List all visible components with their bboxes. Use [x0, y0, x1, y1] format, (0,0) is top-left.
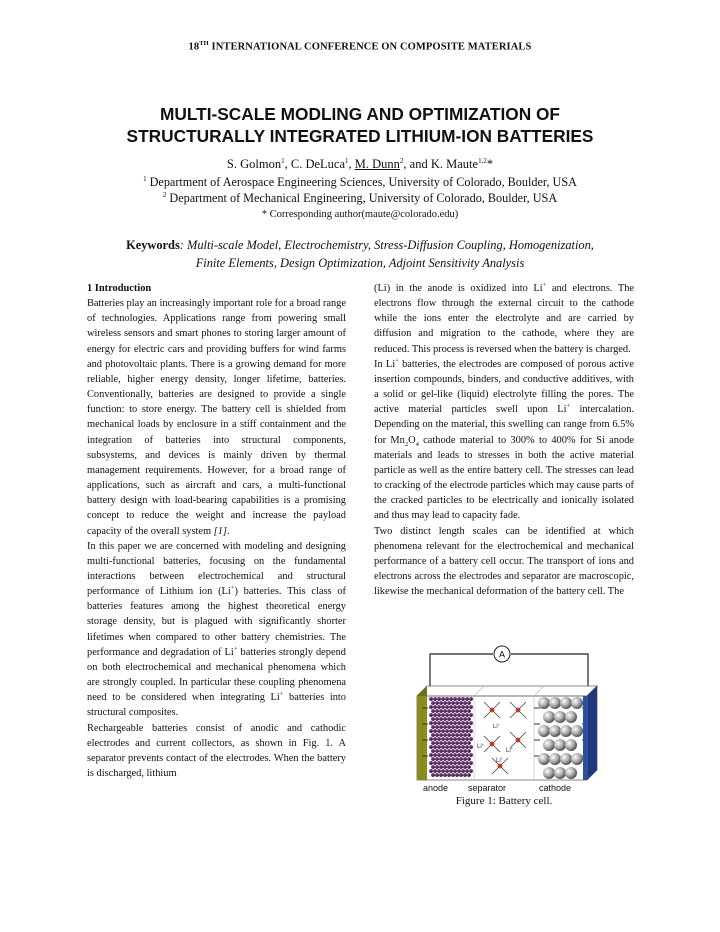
anode-particle: [453, 713, 457, 717]
anode-particle: [451, 725, 455, 729]
anode-particles: [429, 697, 473, 777]
anode-particle: [447, 717, 451, 721]
cathode-particle: [538, 725, 550, 737]
anode-particle: [455, 701, 459, 705]
anode-particle: [435, 725, 439, 729]
anode-particle: [455, 765, 459, 769]
cathode-particle: [554, 767, 566, 779]
anode-particle: [439, 717, 443, 721]
cathode-particle: [565, 767, 577, 779]
anode-particle: [441, 737, 445, 741]
anode-particle: [469, 737, 473, 741]
anode-particle: [435, 717, 439, 721]
anode-particle: [443, 701, 447, 705]
anode-particle: [447, 757, 451, 761]
anode-particle: [445, 729, 449, 733]
paragraph: (Li) in the anode is oxidized into Li+ and electrons. The electrons flow through the external circuit to the cathode while the ions enter the electrolyte and are carried by diffusion and migration to the cathode, where they are reduced. This process is reversed when the battery is charged.: [374, 281, 635, 355]
anode-particle: [429, 697, 433, 701]
cathode-collector: [583, 686, 597, 780]
anode-particle: [463, 765, 467, 769]
anode-particle: [449, 729, 453, 733]
anode-particle: [429, 729, 433, 733]
anode-particle: [461, 769, 465, 773]
anode-particle: [463, 733, 467, 737]
anode-particle: [445, 721, 449, 725]
anode-particle: [467, 733, 471, 737]
anode-particle: [455, 725, 459, 729]
anode-particle: [453, 753, 457, 757]
cathode-particle: [543, 767, 555, 779]
anode-particle: [431, 701, 435, 705]
anode-particle: [465, 729, 469, 733]
anode-particle: [457, 713, 461, 717]
anode-particle: [453, 761, 457, 765]
anode-particle: [457, 697, 461, 701]
anode-particle: [445, 697, 449, 701]
anode-particle: [455, 717, 459, 721]
battery-cell-figure: [402, 640, 612, 795]
conference-header: 18TH INTERNATIONAL CONFERENCE ON COMPOSITE MATERIALS: [188, 40, 532, 53]
anode-particle: [431, 725, 435, 729]
anode-particle: [443, 717, 447, 721]
anode-particle: [431, 773, 435, 777]
anode-particle: [455, 749, 459, 753]
anode-particle: [461, 753, 465, 757]
anode-particle: [451, 749, 455, 753]
anode-particle: [435, 733, 439, 737]
anode-particle: [467, 749, 471, 753]
right-column: [374, 281, 634, 599]
anode-particle: [469, 721, 473, 725]
anode-particle: [431, 749, 435, 753]
anode-particle: [437, 713, 441, 717]
anode-particle: [443, 757, 447, 761]
anode-particle: [429, 753, 433, 757]
anode-particle: [449, 753, 453, 757]
anode-particle: [441, 761, 445, 765]
anode-particle: [437, 753, 441, 757]
anode-particle: [443, 773, 447, 777]
anode-particle: [467, 701, 471, 705]
anode-particle: [433, 705, 437, 709]
keywords-label: Keywords: [126, 238, 180, 252]
anode-particle: [465, 697, 469, 701]
anode-particle: [451, 709, 455, 713]
anode-particle: [439, 765, 443, 769]
anode-particle: [439, 773, 443, 777]
cathode-particle: [538, 697, 550, 709]
cathode-particle: [549, 697, 561, 709]
anode-particle: [431, 741, 435, 745]
anode-particle: [465, 761, 469, 765]
anode-particle: [439, 749, 443, 753]
anode-particle: [463, 709, 467, 713]
anode-particle: [459, 773, 463, 777]
anode-particle: [461, 705, 465, 709]
svg-text:Li+: Li+: [496, 756, 504, 764]
anode-particle: [457, 769, 461, 773]
anode-particle: [461, 729, 465, 733]
anode-particle: [437, 737, 441, 741]
paragraph: In Li+ batteries, the electrodes are composed of porous active insertion compounds, binders, and conductive additives, with a solid or gel-like (liquid) electrolyte filling the pores. The active material particles swell upon Li+ intercalation. Depending on the material, this swelling can range from 6.5% for $Mn_2O_4$ cathode material to 300% to 400% for Si anode materials and leads to stresses in both the active material particle as well as the entire battery cell. The stresses can lead to cracking of the electrode particles which may cause parts of the cracked particles to be electrically and ionically isolated and thus may lead to capacity fade.: [374, 357, 634, 522]
anode-particle: [445, 753, 449, 757]
ion-labels: [477, 722, 514, 764]
title-line-1: MULTI-SCALE MODLING AND OPTIMIZATION OF: [160, 104, 560, 124]
keywords: Keywords: Multi-scale Model, Electrochemistry, Stress-Diffusion Coupling, Homogenization, Finite Elements, Design Optimization, Adjoint Sensitivity Analysis: [126, 238, 594, 270]
cathode-particles: [538, 697, 583, 779]
anode-particle: [439, 725, 443, 729]
anode-particle: [463, 757, 467, 761]
anode-particle: [429, 761, 433, 765]
anode-particle: [437, 697, 441, 701]
anode-particle: [455, 709, 459, 713]
anode-particle: [465, 753, 469, 757]
anode-particle: [433, 745, 437, 749]
affiliation-2: $^2$ Department of Mechanical Engineering, University of Colorado, Boulder, USA: [162, 191, 558, 206]
circuit-wire: [511, 654, 588, 686]
anode-particle: [455, 733, 459, 737]
corresponding-author: * Corresponding author(maute@colorado.edu): [261, 209, 459, 220]
anode-particle: [459, 749, 463, 753]
anode-particle: [447, 709, 451, 713]
anode-particle: [467, 773, 471, 777]
anode-particle: [437, 761, 441, 765]
anode-particle: [433, 729, 437, 733]
anode-particle: [439, 741, 443, 745]
anode-particle: [435, 773, 439, 777]
anode-particle: [439, 701, 443, 705]
anode-particle: [429, 705, 433, 709]
circuit-wire: [430, 654, 493, 686]
anode-particle: [465, 713, 469, 717]
anode-particle: [433, 753, 437, 757]
anode-particle: [447, 765, 451, 769]
anode-particle: [433, 721, 437, 725]
anode-particle: [457, 737, 461, 741]
anode-particle: [429, 737, 433, 741]
cathode-label: cathode: [539, 783, 572, 793]
anode-particle: [447, 733, 451, 737]
anode-particle: [441, 745, 445, 749]
anode-particle: [459, 717, 463, 721]
anode-particle: [465, 769, 469, 773]
cathode-particle: [538, 753, 550, 765]
anode-particle: [447, 749, 451, 753]
anode-particle: [457, 761, 461, 765]
anode-particle: [447, 741, 451, 745]
anode-particle: [437, 705, 441, 709]
cathode-particle: [543, 711, 555, 723]
anode-particle: [439, 757, 443, 761]
anode-particle: [463, 773, 467, 777]
ammeter-icon: [494, 646, 510, 662]
anode-particle: [433, 737, 437, 741]
anode-particle: [453, 705, 457, 709]
anode-particle: [451, 701, 455, 705]
svg-text:Li+: Li+: [493, 722, 501, 730]
separator-label: separator: [468, 783, 507, 793]
anode-particle: [429, 769, 433, 773]
anode-particle: [463, 717, 467, 721]
cathode-particle: [560, 697, 572, 709]
anode-particle: [449, 761, 453, 765]
anode-particle: [447, 725, 451, 729]
svg-text:A: A: [498, 649, 506, 660]
anode-particle: [459, 709, 463, 713]
anode-particle: [455, 757, 459, 761]
anode-particle: [445, 745, 449, 749]
cathode-particle: [554, 711, 566, 723]
anode-particle: [453, 729, 457, 733]
separator-region: [474, 686, 544, 780]
anode-particle: [459, 765, 463, 769]
anode-particle: [455, 773, 459, 777]
anode-particle: [469, 729, 473, 733]
anode-particle: [459, 733, 463, 737]
anode-particle: [435, 749, 439, 753]
anode-particle: [429, 721, 433, 725]
anode-particle: [469, 769, 473, 773]
title-line-2: STRUCTURALLY INTEGRATED LITHIUM-ION BATTERIES: [126, 126, 594, 146]
anode-particle: [461, 745, 465, 749]
anode-particle: [453, 697, 457, 701]
anode-particle: [441, 729, 445, 733]
anode-particle: [467, 765, 471, 769]
anode-particle: [451, 717, 455, 721]
anode-particle: [451, 741, 455, 745]
anode-particle: [469, 753, 473, 757]
anode-particle: [465, 737, 469, 741]
anode-particle: [465, 721, 469, 725]
ion-arrows: [484, 702, 526, 774]
anode-particle: [463, 701, 467, 705]
cathode-particle: [571, 697, 583, 709]
anode-particle: [437, 729, 441, 733]
anode-particle: [435, 741, 439, 745]
anode-particle: [455, 741, 459, 745]
anode-particle: [467, 741, 471, 745]
cathode-particle: [565, 739, 577, 751]
anode-particle: [449, 745, 453, 749]
cathode-particle: [565, 711, 577, 723]
anode-particle: [445, 769, 449, 773]
anode-particle: [435, 757, 439, 761]
anode-particle: [461, 713, 465, 717]
anode-particle: [443, 741, 447, 745]
anode-particle: [453, 721, 457, 725]
anode-particle: [429, 745, 433, 749]
cathode-particle: [554, 739, 566, 751]
anode-particle: [435, 701, 439, 705]
anode-particle: [431, 757, 435, 761]
affiliation-1: $^1$ Department of Aerospace Engineering Sciences, University of Colorado, Boulder, USA: [143, 175, 577, 190]
cathode-particle: [560, 753, 572, 765]
anode-particle: [441, 753, 445, 757]
anode-particle: [437, 721, 441, 725]
anode-particle: [457, 721, 461, 725]
anode-particle: [439, 733, 443, 737]
figure-caption: Figure 1: Battery cell.: [455, 795, 553, 807]
anode-particle: [449, 769, 453, 773]
anode-particle: [461, 697, 465, 701]
anode-particle: [459, 725, 463, 729]
anode-particle: [467, 725, 471, 729]
anode-particle: [461, 761, 465, 765]
anode-particle: [469, 761, 473, 765]
anode-particle: [449, 705, 453, 709]
paragraph: Rechargeable batteries consist of anodic and cathodic electrodes and current collectors, as shown in Fig. 1. A separator prevents contact of the electrodes. When the battery is discharged, lithium: [87, 722, 346, 779]
paragraph: Two distinct length scales can be identified at which phenomena relevant for the electrochemical and mechanical performance of a battery cell occur. The transport of ions and electrons across the electrodes and separator are macroscopic, likewise the mechanical deformation of the battery cell. The: [374, 525, 634, 598]
anode-particle: [463, 741, 467, 745]
anode-particle: [467, 709, 471, 713]
anode-particle: [469, 745, 473, 749]
anode-particle: [443, 733, 447, 737]
anode-particle: [461, 721, 465, 725]
anode-particle: [449, 697, 453, 701]
anode-particle: [433, 697, 437, 701]
anode-particle: [441, 697, 445, 701]
anode-particle: [463, 725, 467, 729]
anode-particle: [447, 773, 451, 777]
anode-particle: [457, 753, 461, 757]
anode-label: anode: [423, 783, 449, 793]
anode-particle: [437, 745, 441, 749]
anode-particle: [443, 725, 447, 729]
anode-particle: [447, 701, 451, 705]
anode-particle: [435, 765, 439, 769]
anode-particle: [445, 713, 449, 717]
anode-particle: [443, 765, 447, 769]
left-column: [87, 281, 346, 781]
anode-particle: [465, 745, 469, 749]
anode-particle: [431, 733, 435, 737]
anode-particle: [469, 713, 473, 717]
anode-particle: [445, 737, 449, 741]
anode-particle: [443, 709, 447, 713]
anode-particle: [457, 745, 461, 749]
anode-particle: [441, 713, 445, 717]
anode-particle: [449, 721, 453, 725]
anode-particle: [433, 713, 437, 717]
cathode-particle: [560, 725, 572, 737]
anode-particle: [467, 757, 471, 761]
svg-text:Li+: Li+: [477, 742, 485, 750]
cathode-particle: [543, 739, 555, 751]
anode-particle: [451, 733, 455, 737]
anode-particle: [463, 749, 467, 753]
anode-particle: [445, 705, 449, 709]
anode-particle: [451, 757, 455, 761]
anode-particle: [439, 709, 443, 713]
anode-particle: [451, 773, 455, 777]
anode-particle: [461, 737, 465, 741]
svg-text:Li+: Li+: [506, 746, 514, 754]
paragraph: Batteries play an increasingly important role for a broad range of technologies. Applications range from powering small wireless sensors and smart phones to storing larger amount of energy for electric cars and providing buffers for wind farms and photovoltaic plants. There is a growing demand for more reliable, higher energy density, longer lifetime, batteries. Conventionally, batteries are designed to provide a single function: to store energy. The battery cell is shielded from mechanical loads by enclosure in a stiff containment and the integration of batteries into structural components, subsystems, and devices is mainly driven by thermal management requirements. However, for a broad range of applications, such as aircraft and cars, a multi-functional battery design with load-bearing capabilities is a promising concept to reduce the weight and increase the payload capacity of the overall system [1].: [87, 298, 346, 537]
cathode-particle: [549, 753, 561, 765]
cathode-particle: [571, 753, 583, 765]
figure-labels: [402, 783, 612, 795]
anode-particle: [431, 717, 435, 721]
paragraph: In this paper we are concerned with modeling and designing multi-functional batteries, focusing on the fundamental interactions between electrochemical and structural performance of Lithium ion (Li+) batteries. This class of batteries features among the highest theoretical energy storage density, but is plagued with significantly shorter lifetimes when compared to other battery chemistries. The performance and degradation of Li+ batteries strongly depend on both electrochemical and mechanical phenomena which are strongly coupled. In particular these coupling phenomena need to be considered when integrating Li+ batteries into structural composites.: [87, 540, 346, 719]
anode-particle: [441, 721, 445, 725]
anode-particle: [449, 737, 453, 741]
anode-particle: [469, 705, 473, 709]
anode-particle: [457, 705, 461, 709]
anode-particle: [431, 765, 435, 769]
paper-title: [60, 103, 660, 147]
anode-particle: [467, 717, 471, 721]
anode-particle: [431, 709, 435, 713]
anode-particle: [435, 709, 439, 713]
anode-particle: [459, 741, 463, 745]
section-title: 1 Introduction: [87, 283, 152, 294]
anode-particle: [459, 701, 463, 705]
anode-particle: [433, 769, 437, 773]
anode-particle: [441, 705, 445, 709]
anode-particle: [449, 713, 453, 717]
anode-particle: [437, 769, 441, 773]
anode-particle: [469, 697, 473, 701]
author-list: S. Golmon$^1$, C. DeLuca$^1$, M. Dunn$^2$, and K. Maute$^{1,2}$*: [226, 157, 494, 172]
anode-particle: [459, 757, 463, 761]
anode-particle: [443, 749, 447, 753]
anode-particle: [453, 737, 457, 741]
anode-particle: [453, 769, 457, 773]
anode-particle: [457, 729, 461, 733]
anode-particle: [429, 713, 433, 717]
anode-particle: [445, 761, 449, 765]
cathode-particle: [549, 725, 561, 737]
anode-particle: [433, 761, 437, 765]
anode-particle: [465, 705, 469, 709]
anode-particle: [453, 745, 457, 749]
anode-particle: [441, 769, 445, 773]
cathode-particle: [571, 725, 583, 737]
anode-collector: [417, 686, 427, 780]
anode-particle: [451, 765, 455, 769]
